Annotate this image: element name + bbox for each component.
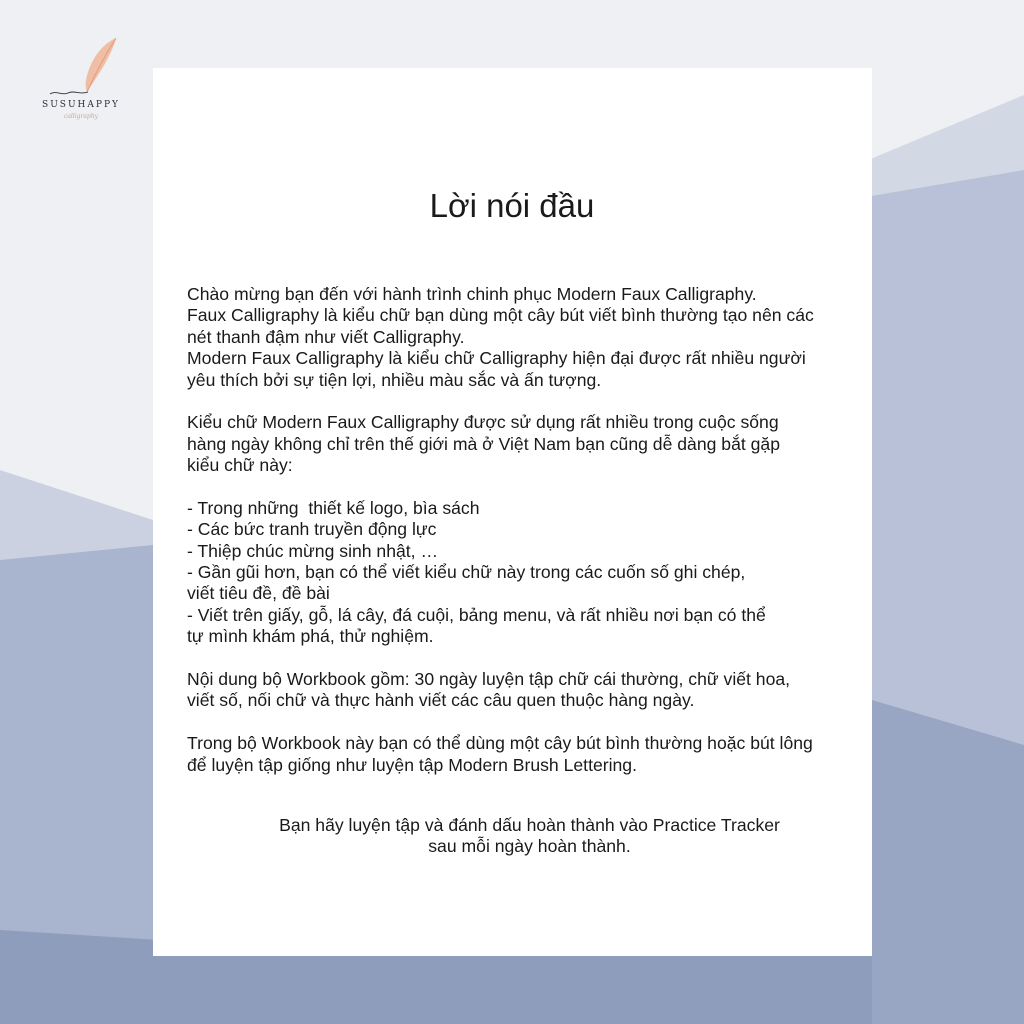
list-item: - Các bức tranh truyền động lực bbox=[187, 519, 437, 540]
list-item: tự mình khám phá, thử nghiệm. bbox=[187, 626, 434, 647]
text-line: hàng ngày không chỉ trên thế giới mà ở Việt Nam bạn cũng dễ dàng bắt gặp bbox=[187, 433, 780, 454]
paragraph-spacer bbox=[187, 477, 877, 498]
text-line: viết số, nối chữ và thực hành viết các câu quen thuộc hàng ngày. bbox=[187, 690, 695, 711]
paragraph-spacer bbox=[187, 648, 877, 669]
text-line: yêu thích bởi sự tiện lợi, nhiều màu sắc và ấn tượng. bbox=[187, 369, 602, 390]
text-line: Trong bộ Workbook này bạn có thể dùng một cây bút bình thường hoặc bút lông bbox=[187, 733, 813, 754]
feather-icon bbox=[40, 34, 122, 100]
closing-line: sau mỗi ngày hoàn thành. bbox=[428, 836, 631, 857]
paragraph bbox=[187, 412, 877, 476]
text-line: Kiểu chữ Modern Faux Calligraphy được sử dụng rất nhiều trong cuộc sống bbox=[187, 412, 779, 433]
text-line: Chào mừng bạn đến với hành trình chinh phục Modern Faux Calligraphy. bbox=[187, 284, 757, 304]
list-item: - Gần gũi hơn, bạn có thể viết kiểu chữ này trong các cuốn số ghi chép, bbox=[187, 562, 746, 583]
paragraph-spacer bbox=[187, 391, 877, 412]
brand-logo bbox=[40, 34, 122, 124]
closing-line: Bạn hãy luyện tập và đánh dấu hoàn thành vào Practice Tracker bbox=[279, 815, 780, 835]
text-line: Nội dung bộ Workbook gồm: 30 ngày luyện tập chữ cái thường, chữ viết hoa, bbox=[187, 669, 791, 690]
logo-brand-name: SUSUHAPPY bbox=[42, 100, 120, 110]
list-item: - Trong những thiết kế logo, bìa sách bbox=[187, 497, 480, 518]
text-line: Modern Faux Calligraphy là kiểu chữ Calligraphy hiện đại được rất nhiều người bbox=[187, 348, 806, 369]
list-item: - Thiệp chúc mừng sinh nhật, … bbox=[187, 540, 439, 561]
paragraph bbox=[187, 733, 877, 776]
list-item: - Viết trên giấy, gỗ, lá cây, đá cuội, bảng menu, và rất nhiều nơi bạn có thể bbox=[187, 604, 766, 625]
logo-tagline: calligraphy bbox=[63, 113, 99, 120]
text-line: để luyện tập giống như luyện tập Modern Brush Lettering. bbox=[187, 754, 637, 775]
list-item: viết tiêu đề, đề bài bbox=[187, 583, 330, 604]
page-title: Lời nói đầu bbox=[429, 187, 595, 224]
paragraph bbox=[187, 284, 877, 391]
text-line: kiểu chữ này: bbox=[187, 455, 293, 476]
bullet-list bbox=[187, 498, 877, 648]
text-line: Faux Calligraphy là kiểu chữ bạn dùng một cây bút viết bình thường tạo nên các bbox=[187, 305, 814, 326]
paragraph-spacer bbox=[187, 712, 877, 733]
paragraph bbox=[187, 669, 877, 712]
text-line: nét thanh đậm như viết Calligraphy. bbox=[187, 326, 465, 347]
closing-note bbox=[153, 815, 906, 858]
document-body bbox=[187, 284, 877, 776]
